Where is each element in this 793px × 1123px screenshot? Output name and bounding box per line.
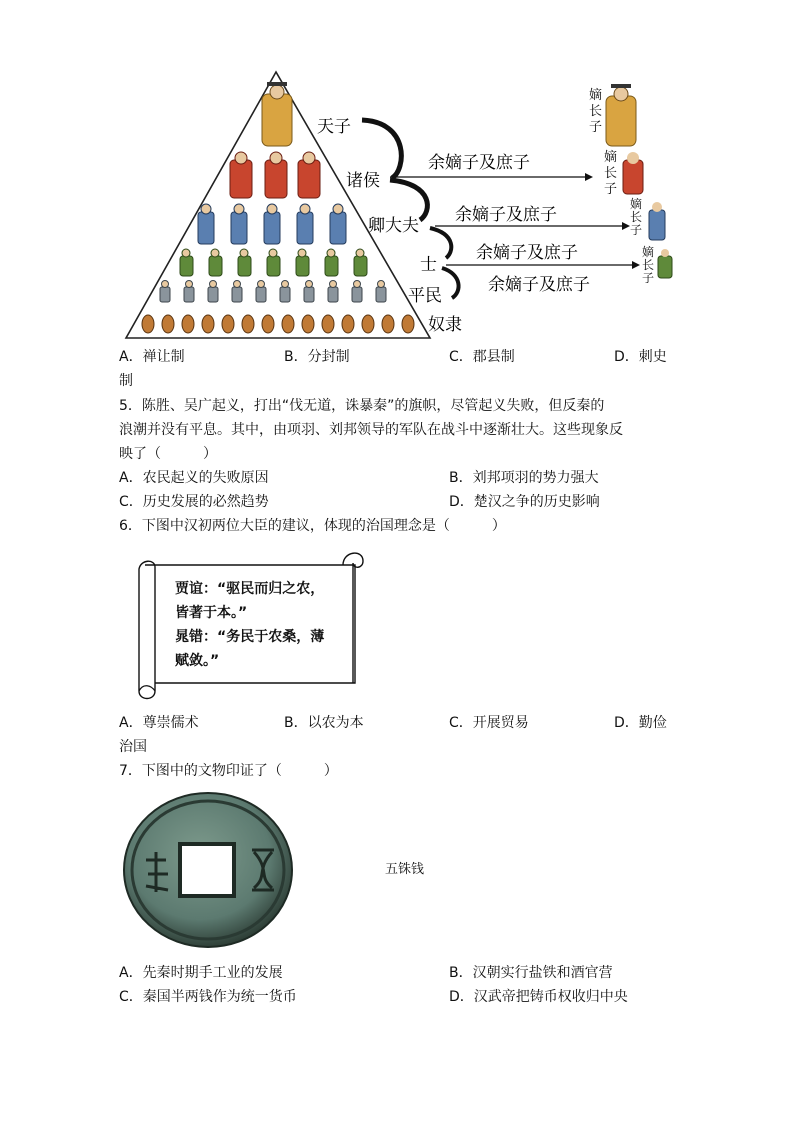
bracket-2 — [390, 180, 427, 220]
scroll-line-1: 贾谊：“驱民而归之农， — [175, 581, 325, 597]
q6-option-a[interactable]: A．尊崇儒术 — [119, 715, 199, 731]
q7-option-a[interactable]: A．先秦时期手工业的发展 — [119, 965, 283, 981]
arrow-label-4: 余嫡子及庶子 — [488, 275, 590, 295]
q5-line-2: 浪潮并没有平息。其中，由项羽、刘邦领导的军队在战斗中逐渐壮大。这些现象反 — [119, 422, 623, 438]
level-qingdafu: 卿大夫 — [368, 216, 419, 236]
heir-label-1-vertical: 嫡长子 — [589, 88, 603, 135]
bracket-3 — [430, 228, 451, 258]
q6-option-c[interactable]: C．开展贸易 — [449, 715, 529, 731]
q4-option-d[interactable]: D．刺史 — [614, 349, 667, 365]
heir-figure-3 — [649, 202, 665, 240]
q7-option-b[interactable]: B．汉朝实行盐铁和酒官营 — [449, 965, 613, 981]
bracket-4 — [442, 268, 459, 298]
q6-option-b[interactable]: B．以农为本 — [284, 715, 364, 731]
scroll-figure — [133, 543, 368, 703]
scroll-line-3: 晁错：“务民于农桑，薄 — [175, 629, 325, 645]
q4-option-a[interactable]: A．禅让制 — [119, 349, 185, 365]
scroll-line-4: 赋敛。” — [175, 653, 220, 669]
nuli-figures — [142, 315, 414, 333]
pingmin-figures — [160, 281, 386, 303]
heir-label-3-vertical: 嫡长子 — [630, 197, 643, 237]
heir-figure-2 — [623, 152, 643, 194]
q7-option-d[interactable]: D．汉武帝把铸币权收归中央 — [449, 989, 628, 1005]
arrow-label-1: 余嫡子及庶子 — [428, 153, 530, 173]
level-shi: 士 — [420, 255, 437, 275]
heir-label-2-vertical: 嫡长子 — [604, 150, 618, 197]
arrow-head-1 — [585, 173, 593, 181]
level-pingmin: 平民 — [408, 286, 442, 306]
arrow-head-3 — [632, 261, 640, 269]
q5-option-d[interactable]: D．楚汉之争的历史影响 — [449, 494, 600, 510]
scroll-line-2: 皆著于本。” — [175, 605, 248, 621]
q5-option-c[interactable]: C．历史发展的必然趋势 — [119, 494, 269, 510]
coin-svg — [118, 790, 298, 950]
q5-option-a[interactable]: A．农民起义的失败原因 — [119, 470, 269, 486]
q5-line-1: 5．陈胜、吴广起义，打出“伐无道，诛暴秦”的旗帜，尽管起义失败，但反秦的 — [119, 398, 605, 414]
q7-stem: 7．下图中的文物印证了（ ） — [119, 763, 338, 779]
heir-figure-1 — [606, 84, 636, 146]
q4-option-b[interactable]: B．分封制 — [284, 349, 350, 365]
q6-option-d-cont: 治国 — [119, 739, 147, 755]
q6-option-d[interactable]: D．勤俭 — [614, 715, 667, 731]
q6-stem: 6．下图中汉初两位大臣的建议，体现的治国理念是（ ） — [119, 518, 506, 534]
arrow-label-3: 余嫡子及庶子 — [476, 243, 578, 263]
bracket-1 — [362, 120, 401, 178]
level-zhuhou: 诸侯 — [346, 171, 380, 191]
arrow-label-2: 余嫡子及庶子 — [455, 205, 557, 225]
wuzhu-coin-image — [118, 790, 298, 950]
q4-option-d-cont: 制 — [119, 373, 133, 389]
shi-figures — [180, 249, 367, 276]
heir-figure-4 — [658, 249, 672, 278]
q5-option-b[interactable]: B．刘邦项羽的势力强大 — [449, 470, 599, 486]
zhuhou-figures — [230, 152, 320, 198]
q4-option-c[interactable]: C．郡县制 — [449, 349, 515, 365]
hierarchy-diagram — [110, 60, 700, 345]
level-nuli: 奴隶 — [428, 315, 462, 335]
coin-caption: 五铢钱 — [385, 862, 425, 877]
level-tianzi: 天子 — [317, 117, 351, 137]
q7-option-c[interactable]: C．秦国半两钱作为统一货币 — [119, 989, 297, 1005]
heir-label-4-vertical: 嫡长子 — [642, 245, 655, 285]
q5-line-3: 映了（ ） — [119, 446, 217, 462]
arrow-head-2 — [622, 222, 630, 230]
qingdafu-figures — [198, 204, 346, 244]
scroll-svg — [133, 543, 368, 703]
hierarchy-svg — [110, 60, 700, 345]
